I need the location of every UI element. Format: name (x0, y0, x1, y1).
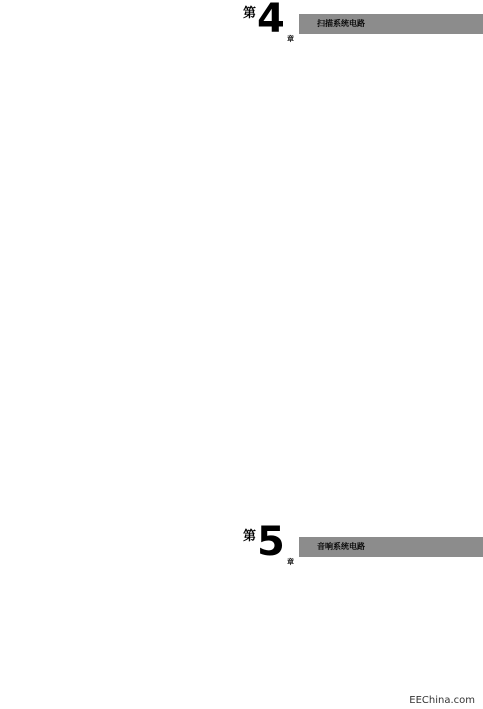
chapter-number: 4 (257, 0, 285, 42)
chapter-title: 扫描系统电路 (317, 19, 365, 28)
chapter-number: 5 (257, 519, 285, 565)
chapter-title-bar (299, 537, 483, 557)
chapter-title: 音响系统电路 (317, 542, 365, 551)
chapter-title-bar (299, 14, 483, 34)
chapter-prefix: 第 (243, 6, 257, 21)
chapter-prefix: 第 (243, 529, 257, 544)
chapter-suffix: 章 (287, 558, 294, 566)
chapter-suffix: 章 (287, 35, 294, 43)
watermark: EEChina.com (409, 695, 475, 706)
chapter-5-header (241, 519, 483, 573)
chapter-4-header (241, 0, 483, 50)
